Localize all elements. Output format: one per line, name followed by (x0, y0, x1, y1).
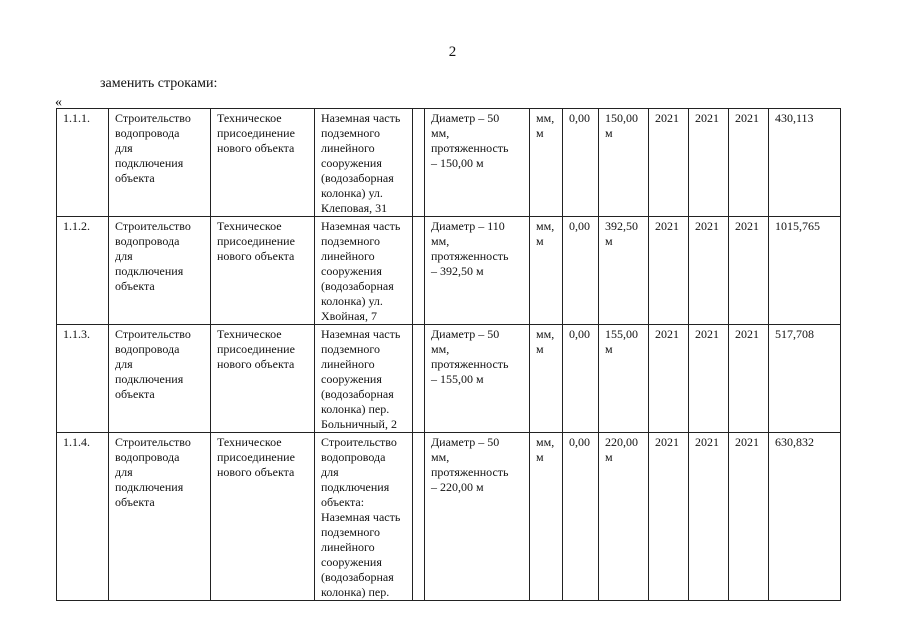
location-cell: Наземная часть подземного линейного сооружения (водозаборная колонка) ул. Хвойная, 7 (315, 217, 413, 325)
unit-cell: мм, м (530, 433, 563, 601)
cost-cell: 430,113 (769, 109, 841, 217)
year-cell: 2021 (689, 217, 729, 325)
year-cell: 2021 (649, 433, 689, 601)
year-cell: 2021 (689, 109, 729, 217)
page-number: 2 (448, 44, 457, 60)
year-cell: 2021 (689, 325, 729, 433)
value-before-cell: 0,00 (563, 325, 599, 433)
cost-cell: 1015,765 (769, 217, 841, 325)
intro-text: заменить строками: (100, 76, 218, 91)
unit-cell: мм, м (530, 217, 563, 325)
value-after-cell: 150,00 м (599, 109, 649, 217)
value-before-cell: 0,00 (563, 433, 599, 601)
value-before-cell: 0,00 (563, 217, 599, 325)
location-cell: Строительство водопровода для подключения объекта: Наземная часть подземного линейного сооружения (водозаборная колонка) пер. (315, 433, 413, 601)
parameters-cell: Диаметр – 50 мм, протяженность – 150,00 м (425, 109, 530, 217)
opening-quote-mark: « (55, 95, 62, 110)
year-cell: 2021 (729, 433, 769, 601)
row-number-cell: 1.1.2. (57, 217, 109, 325)
year-cell: 2021 (649, 217, 689, 325)
works-table (56, 108, 841, 601)
empty-cell (413, 217, 425, 325)
work-name-cell: Строительство водопровода для подключения объекта (109, 109, 211, 217)
location-cell: Наземная часть подземного линейного сооружения (водозаборная колонка) пер. Больничный, 2 (315, 325, 413, 433)
value-after-cell: 155,00 м (599, 325, 649, 433)
parameters-cell: Диаметр – 110 мм, протяженность – 392,50 м (425, 217, 530, 325)
value-after-cell: 220,00 м (599, 433, 649, 601)
reason-cell: Техническое присоединение нового объекта (211, 325, 315, 433)
empty-cell (413, 325, 425, 433)
table-row (57, 433, 841, 601)
year-cell: 2021 (649, 109, 689, 217)
year-cell: 2021 (729, 217, 769, 325)
table-row (57, 109, 841, 217)
year-cell: 2021 (729, 109, 769, 217)
year-cell: 2021 (689, 433, 729, 601)
work-name-cell: Строительство водопровода для подключения объекта (109, 217, 211, 325)
parameters-cell: Диаметр – 50 мм, протяженность – 220,00 м (425, 433, 530, 601)
empty-cell (413, 109, 425, 217)
value-after-cell: 392,50 м (599, 217, 649, 325)
table-row (57, 325, 841, 433)
reason-cell: Техническое присоединение нового объекта (211, 217, 315, 325)
location-cell: Наземная часть подземного линейного сооружения (водозаборная колонка) ул. Клеповая, 31 (315, 109, 413, 217)
reason-cell: Техническое присоединение нового объекта (211, 433, 315, 601)
work-name-cell: Строительство водопровода для подключения объекта (109, 433, 211, 601)
year-cell: 2021 (649, 325, 689, 433)
cost-cell: 630,832 (769, 433, 841, 601)
work-name-cell: Строительство водопровода для подключения объекта (109, 325, 211, 433)
parameters-cell: Диаметр – 50 мм, протяженность – 155,00 м (425, 325, 530, 433)
empty-cell (413, 433, 425, 601)
row-number-cell: 1.1.1. (57, 109, 109, 217)
reason-cell: Техническое присоединение нового объекта (211, 109, 315, 217)
row-number-cell: 1.1.4. (57, 433, 109, 601)
table-row (57, 217, 841, 325)
unit-cell: мм, м (530, 325, 563, 433)
row-number-cell: 1.1.3. (57, 325, 109, 433)
value-before-cell: 0,00 (563, 109, 599, 217)
unit-cell: мм, м (530, 109, 563, 217)
cost-cell: 517,708 (769, 325, 841, 433)
year-cell: 2021 (729, 325, 769, 433)
